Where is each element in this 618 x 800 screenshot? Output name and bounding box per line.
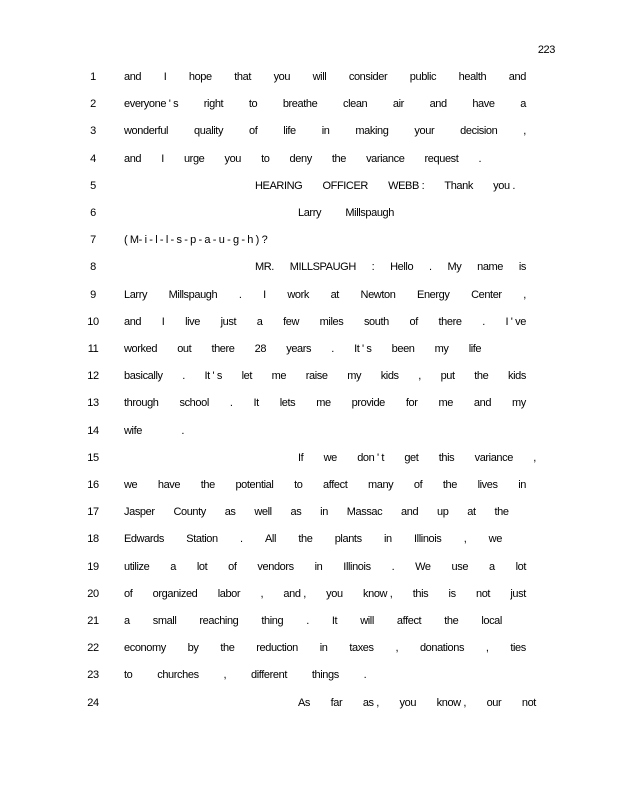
transcript-line [0,71,618,87]
line-number: 21 [87,615,99,627]
line-text: wonderful quality of life in making your decision , [124,125,526,138]
line-number: 24 [87,696,99,709]
line-number: 14 [87,424,99,437]
transcript-line [0,316,618,332]
transcript-line [0,234,618,250]
line-number: 20 [87,587,99,600]
line-text: Jasper County as well as in Massac and up at the [124,506,509,519]
line-text: HEARING OFFICER WEBB : Thank you . [255,179,515,192]
line-number: 23 [87,669,99,682]
transcript-line [0,153,618,169]
transcript-line [0,207,618,223]
transcript-line [0,261,618,277]
transcript-line [0,452,618,468]
line-number: 2 [90,98,96,111]
transcript-line [0,669,618,685]
transcript-line [0,370,618,386]
transcript-line [0,98,618,114]
line-number: 10 [87,315,99,328]
transcript-line [0,343,618,359]
line-number: 15 [87,451,99,464]
line-text: everyone ' s right to breathe clean air and have a [124,98,526,111]
transcript-line [0,125,618,141]
transcript-line [0,697,618,713]
line-number: 13 [87,397,99,410]
line-text: wife . [124,424,184,437]
line-number: 1 [90,71,96,83]
line-text: Larry Millspaugh [298,207,394,219]
line-number: 7 [90,234,96,247]
transcript-line [0,397,618,413]
transcript-line [0,533,618,549]
line-number: 4 [90,152,96,165]
line-number: 11 [87,343,99,355]
transcript-line [0,561,618,577]
line-text: economy by the reduction in taxes , donations , ties [124,642,526,655]
transcript-line [0,615,618,631]
line-text: utilize a lot of vendors in Illinois . We use a lot [124,560,526,573]
line-text: If we don ' t get this variance , [298,451,536,464]
line-text: and I live just a few miles south of there . I ' ve [124,315,526,328]
line-text: of organized labor , and , you know , this is not just [124,587,526,600]
line-text: to churches , different things . [124,669,367,682]
line-text: Edwards Station . All the plants in Illinois , we [124,533,502,546]
line-text: and I urge you to deny the variance request . [124,152,482,165]
page-number: 223 [537,44,555,56]
line-text: we have the potential to affect many of the lives in [124,479,526,491]
line-number: 17 [87,506,99,519]
transcript-line [0,588,618,604]
line-text: a small reaching thing . It will affect the local [124,615,502,627]
line-text: MR. MILLSPAUGH : Hello . My name is [255,261,526,274]
line-number: 19 [87,560,99,573]
line-number: 16 [87,479,99,491]
transcript-line [0,479,618,495]
line-number: 5 [90,179,96,192]
line-text: As far as , you know , our not [298,696,536,709]
line-text: and I hope that you will consider public health and [124,71,526,83]
line-number: 6 [90,207,96,219]
transcript-line [0,642,618,658]
line-number: 8 [90,261,96,274]
line-text: worked out there 28 years . It ' s been my life [124,343,482,355]
line-number: 3 [90,125,96,138]
line-text: ( M- i - l - l - s - p - a - u - g - h ) ? [124,234,268,247]
line-text: through school . It lets me provide for me and my [124,397,526,410]
line-number: 9 [90,288,96,301]
line-number: 18 [87,533,99,546]
line-number: 12 [87,370,99,383]
line-text: basically . It ' s let me raise my kids , put the kids [124,370,526,383]
line-text: Larry Millspaugh . I work at Newton Energy Center , [124,288,526,301]
transcript-line [0,289,618,305]
transcript-line [0,425,618,441]
transcript-line [0,506,618,522]
line-number: 22 [87,642,99,655]
transcript-line [0,180,618,196]
